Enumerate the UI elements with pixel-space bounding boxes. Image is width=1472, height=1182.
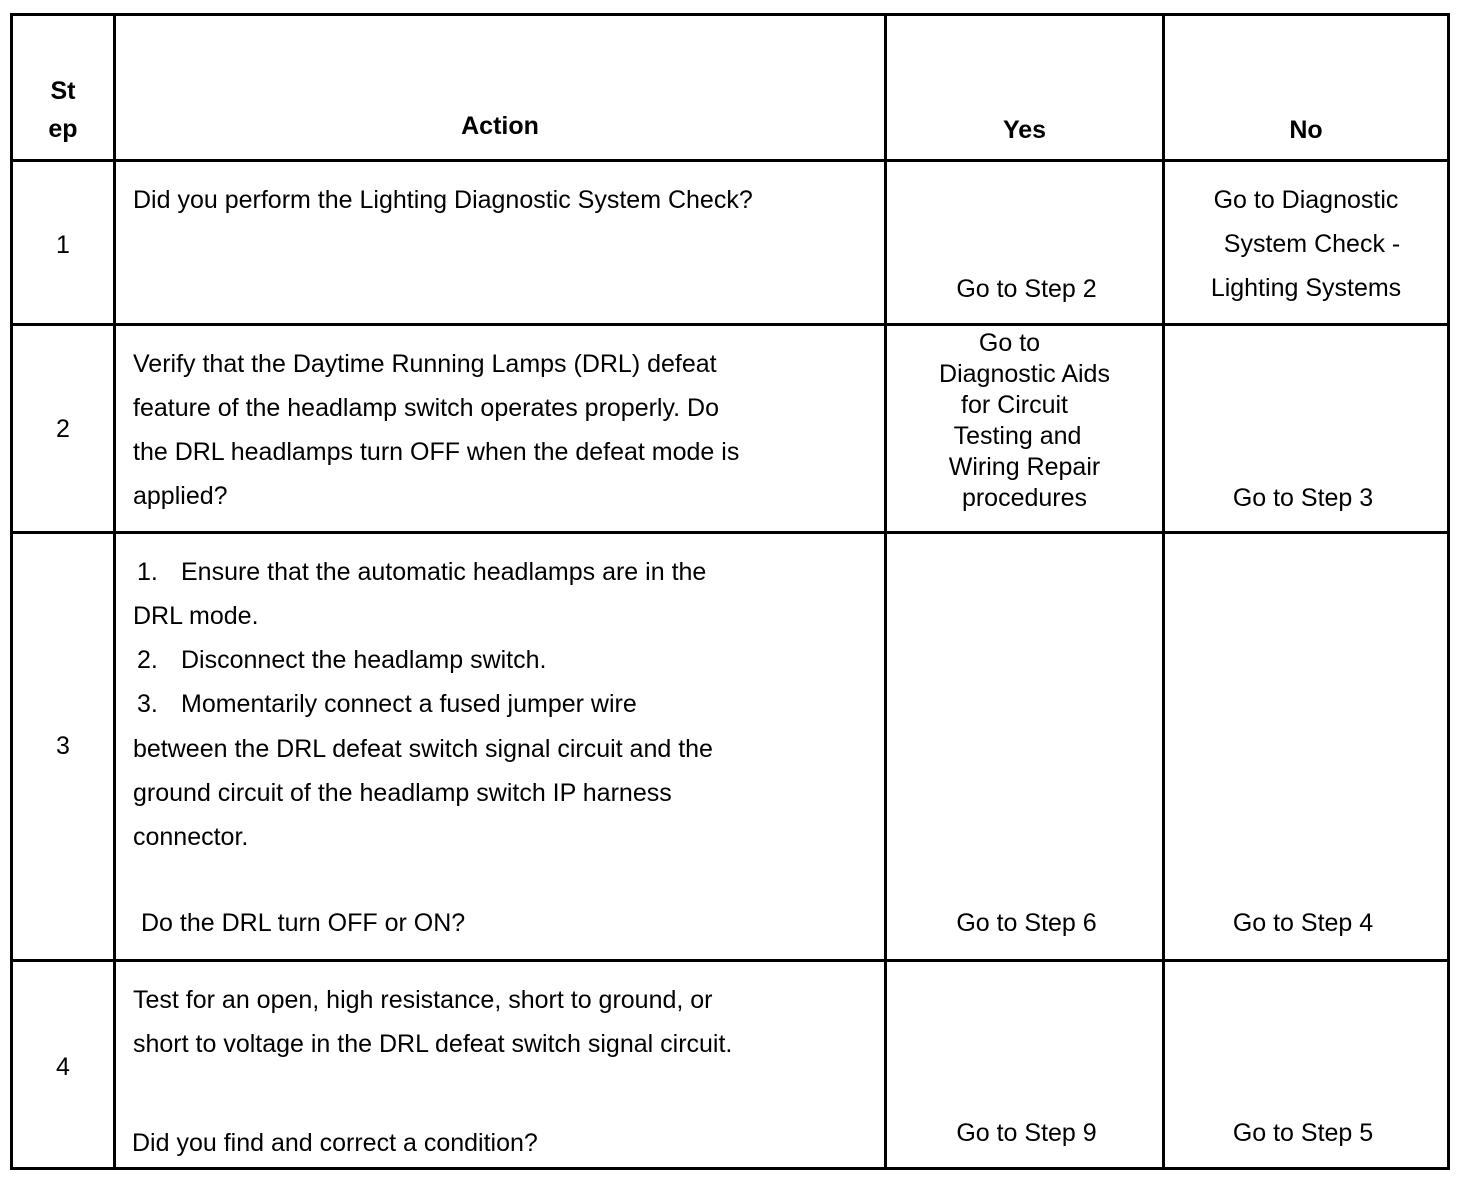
list-item-number: 3. — [137, 690, 158, 718]
yes-cell — [886, 961, 1164, 1169]
no-link[interactable]: Go to Step 5 — [1232, 1119, 1374, 1147]
action-line: ground circuit of the headlamp switch IP harness — [133, 779, 672, 807]
action-question: Do the DRL turn OFF or ON? — [141, 909, 466, 937]
action-line: short to voltage in the DRL defeat switch signal circuit. — [133, 1030, 733, 1058]
diagnostic-table — [10, 13, 1450, 1170]
step-number: 4 — [56, 1053, 70, 1081]
list-item-number: 2. — [137, 646, 158, 674]
yes-line: Testing and — [953, 422, 1082, 450]
header-no-label: No — [1289, 116, 1323, 144]
step-cell — [12, 325, 115, 533]
no-line: Go to Diagnostic — [1213, 186, 1399, 214]
action-line: feature of the headlamp switch operates properly. Do — [133, 394, 719, 422]
step-number: 2 — [56, 415, 70, 443]
list-item-text: Disconnect the headlamp switch. — [181, 646, 547, 674]
action-line: the DRL headlamps turn OFF when the defeat mode is — [133, 438, 740, 466]
yes-link[interactable]: Go to Step 9 — [956, 1119, 1097, 1147]
header-action — [115, 15, 886, 161]
yes-line: Go to — [978, 329, 1041, 357]
no-cell — [1164, 961, 1449, 1169]
step-number: 1 — [56, 231, 70, 259]
yes-line: for Circuit — [961, 391, 1068, 419]
yes-link[interactable] — [887, 328, 1162, 514]
table-row — [12, 161, 1449, 325]
header-step-line2: ep — [48, 115, 78, 143]
header-step-line1: St — [50, 77, 76, 105]
no-cell — [1164, 161, 1449, 325]
no-cell — [1164, 325, 1449, 533]
no-line: System Check - — [1223, 230, 1401, 258]
table-row — [12, 533, 1449, 961]
yes-link[interactable]: Go to Step 2 — [956, 275, 1097, 303]
table-row — [12, 325, 1449, 533]
step-cell — [12, 161, 115, 325]
step-cell — [12, 961, 115, 1169]
header-no — [1164, 15, 1449, 161]
header-row — [12, 15, 1449, 161]
yes-line: Wiring Repair — [948, 453, 1101, 481]
action-cell — [115, 161, 886, 325]
action-line: Verify that the Daytime Running Lamps (DRL) defeat — [133, 350, 717, 378]
header-yes-label: Yes — [1002, 116, 1047, 144]
action-line: between the DRL defeat switch signal circuit and the — [133, 735, 713, 763]
header-step — [12, 15, 115, 161]
no-cell — [1164, 533, 1449, 961]
yes-cell — [886, 161, 1164, 325]
action-cell — [115, 325, 886, 533]
action-question: Did you find and correct a condition? — [132, 1129, 538, 1157]
no-link[interactable] — [1165, 178, 1447, 310]
no-link[interactable]: Go to Step 3 — [1232, 484, 1374, 512]
list-item-number: 1. — [137, 558, 158, 586]
no-link[interactable]: Go to Step 4 — [1232, 909, 1374, 937]
step-cell — [12, 533, 115, 961]
yes-cell — [886, 325, 1164, 533]
action-text: Did you perform the Lighting Diagnostic System Check? — [133, 186, 753, 214]
action-line: connector. — [133, 823, 249, 851]
yes-link[interactable]: Go to Step 6 — [956, 909, 1097, 937]
yes-line: procedures — [961, 484, 1088, 512]
list-item-continuation: DRL mode. — [133, 602, 259, 630]
no-line: Lighting Systems — [1210, 274, 1402, 302]
action-cell — [115, 533, 886, 961]
list-item-text: Ensure that the automatic headlamps are in the — [181, 558, 707, 586]
yes-cell — [886, 533, 1164, 961]
step-number: 3 — [56, 732, 70, 760]
action-cell — [115, 961, 886, 1169]
header-action-label: Action — [461, 112, 539, 140]
action-line: applied? — [133, 482, 228, 510]
list-item-text: Momentarily connect a fused jumper wire — [181, 690, 637, 718]
header-yes — [886, 15, 1164, 161]
table-row — [12, 961, 1449, 1169]
yes-line: Diagnostic Aids — [939, 360, 1110, 388]
action-line: Test for an open, high resistance, short to ground, or — [133, 986, 713, 1014]
